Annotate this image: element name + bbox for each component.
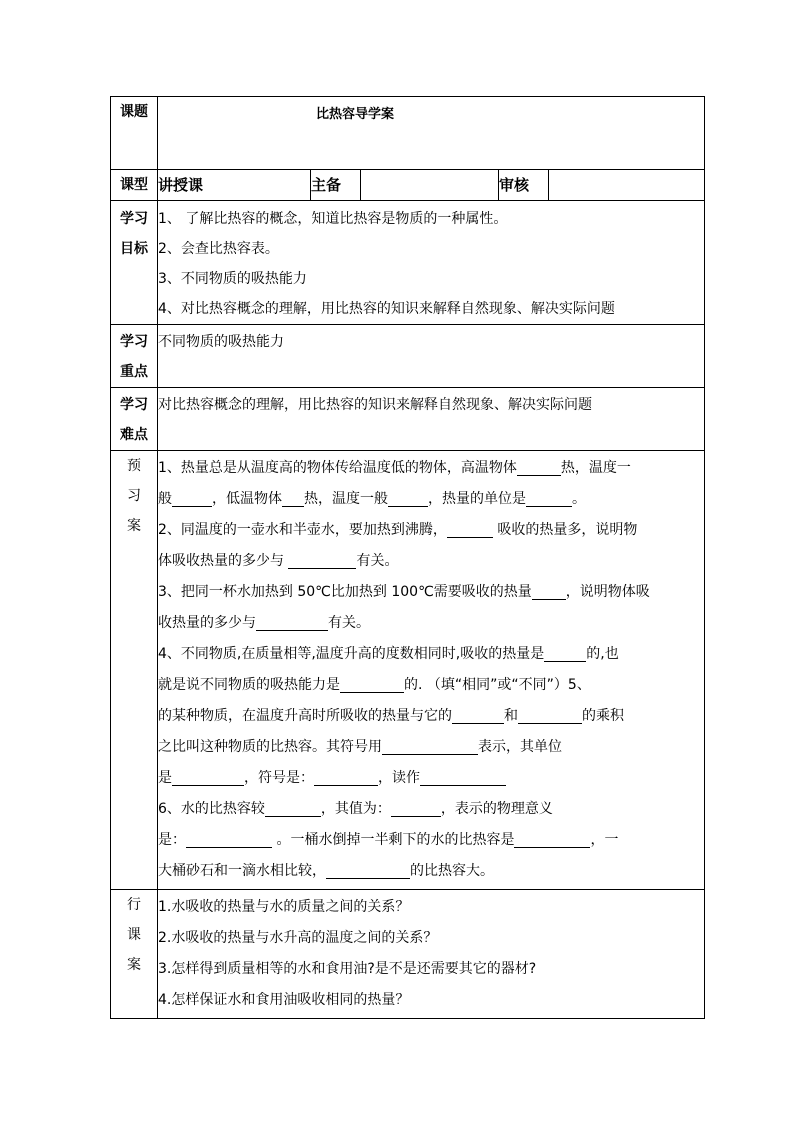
type-label: 课型 — [111, 170, 158, 201]
practice-row — [111, 890, 705, 1019]
review-label: 审核 — [499, 170, 549, 201]
answer-blank[interactable] — [532, 581, 566, 600]
preview-q3-line1: 3、把同一杯水加热到 50℃比加热到 100℃需要吸收的热量 ，说明物体吸 — [158, 577, 704, 608]
practice-item: 3.怎样得到质量相等的水和食用油?是不是还需要其它的器材? — [158, 961, 537, 977]
answer-blank[interactable] — [288, 550, 356, 569]
practice-cell — [158, 890, 705, 1019]
preview-label-char: 预 — [127, 458, 141, 474]
document-title: 比热容导学案 — [316, 107, 395, 122]
practice-item: 1.水吸收的热量与水的质量之间的关系？ — [158, 899, 410, 915]
practice-item: 4.怎样保证水和食用油吸收相同的热量？ — [158, 992, 410, 1008]
answer-blank[interactable] — [518, 705, 582, 724]
practice-label-char: 案 — [127, 957, 141, 973]
difficulty-label — [111, 388, 158, 451]
preview-q1-line2: 般 ，低温物体 热，温度一般 ，热量的单位是 。 — [158, 484, 704, 515]
answer-blank[interactable] — [526, 488, 572, 507]
preview-q5-line2: 之比叫这种物质的比热容。其符号用 表示，其单位 — [158, 732, 704, 763]
goals-label-line1: 学习 — [120, 211, 148, 227]
goal-item: 1、 了解比热容的概念，知道比热容是物质的一种属性。 — [158, 211, 508, 227]
goal-item: 3、不同物质的吸热能力 — [158, 271, 307, 287]
review-value — [549, 170, 705, 201]
focus-text: 不同物质的吸热能力 — [158, 334, 284, 350]
preview-q4-line1: 4、不同物质,在质量相等,温度升高的度数相同时,吸收的热量是 的,也 — [158, 639, 704, 670]
type-value: 讲授课 — [158, 170, 311, 201]
focus-label-line2: 重点 — [120, 364, 148, 380]
answer-blank[interactable] — [326, 860, 410, 879]
practice-label-char: 行 — [127, 897, 141, 913]
answer-blank[interactable] — [452, 705, 504, 724]
focus-row — [111, 325, 705, 388]
goal-item: 4、对比热容概念的理解，用比热容的知识来解释自然现象、解决实际问题 — [158, 301, 615, 317]
preview-q6-line3: 大桶砂石和一滴水相比较， 的比热容大。 — [158, 856, 704, 887]
answer-blank[interactable] — [172, 767, 244, 786]
preview-label — [111, 451, 158, 890]
answer-blank[interactable] — [265, 798, 321, 817]
practice-label-char: 课 — [127, 927, 141, 943]
difficulty-label-line2: 难点 — [120, 427, 148, 443]
goals-label-line2: 目标 — [120, 241, 148, 257]
preview-cell — [158, 451, 705, 890]
answer-blank[interactable] — [186, 829, 272, 848]
answer-blank[interactable] — [172, 488, 212, 507]
focus-label — [111, 325, 158, 388]
preview-q6-line2: 是： 。一桶水倒掉一半剩下的水的比热容是 ，一 — [158, 825, 704, 856]
difficulty-text: 对比热容概念的理解，用比热容的知识来解释自然现象、解决实际问题 — [158, 397, 592, 413]
goals-label — [111, 201, 158, 325]
answer-blank[interactable] — [447, 519, 493, 538]
preview-q5-line3: 是 ，符号是： ，读作 — [158, 763, 704, 794]
answer-blank[interactable] — [282, 488, 304, 507]
preview-q3-line2: 收热量的多少与 有关。 — [158, 608, 704, 639]
title-cell — [158, 97, 705, 170]
practice-item: 2.水吸收的热量与水升高的温度之间的关系？ — [158, 930, 438, 946]
focus-label-line1: 学习 — [120, 334, 148, 350]
difficulty-row — [111, 388, 705, 451]
preview-label-char: 案 — [127, 518, 141, 534]
goals-cell — [158, 201, 705, 325]
answer-blank[interactable] — [544, 643, 586, 662]
preview-q1-line1: 1、热量总是从温度高的物体传给温度低的物体，高温物体 热，温度一 — [158, 453, 704, 484]
answer-blank[interactable] — [340, 674, 404, 693]
lead-value — [361, 170, 499, 201]
answer-blank[interactable] — [256, 612, 328, 631]
difficulty-cell — [158, 388, 705, 451]
preview-q2-line1: 2、同温度的一壶水和半壶水，要加热到沸腾， 吸收的热量多，说明物 — [158, 515, 704, 546]
goals-row — [111, 201, 705, 325]
goal-item: 2、会查比热容表。 — [158, 241, 279, 257]
preview-label-char: 习 — [127, 488, 141, 504]
answer-blank[interactable] — [517, 457, 561, 476]
answer-blank[interactable] — [391, 798, 441, 817]
lead-label: 主备 — [311, 170, 361, 201]
practice-label — [111, 890, 158, 1019]
preview-q2-line2: 体吸收热量的多少与 有关。 — [158, 546, 704, 577]
answer-blank[interactable] — [420, 767, 506, 786]
preview-row — [111, 451, 705, 890]
study-guide-table — [110, 96, 705, 1019]
answer-blank[interactable] — [314, 767, 378, 786]
answer-blank[interactable] — [388, 488, 428, 507]
difficulty-label-line1: 学习 — [120, 397, 148, 413]
answer-blank[interactable] — [514, 829, 590, 848]
topic-row — [111, 97, 705, 170]
topic-label — [111, 97, 158, 170]
topic-label-text: 课题 — [120, 104, 148, 120]
preview-q4-line2: 就是说不同物质的吸热能力是 的. （填“相同”或“不同”）5、 — [158, 670, 704, 701]
focus-cell — [158, 325, 705, 388]
preview-q6-line1: 6、水的比热容较 ，其值为： ，表示的物理意义 — [158, 794, 704, 825]
answer-blank[interactable] — [382, 736, 478, 755]
type-row — [111, 170, 705, 201]
preview-q5-line1: 的某种物质，在温度升高时所吸收的热量与它的 和 的乘积 — [158, 701, 704, 732]
